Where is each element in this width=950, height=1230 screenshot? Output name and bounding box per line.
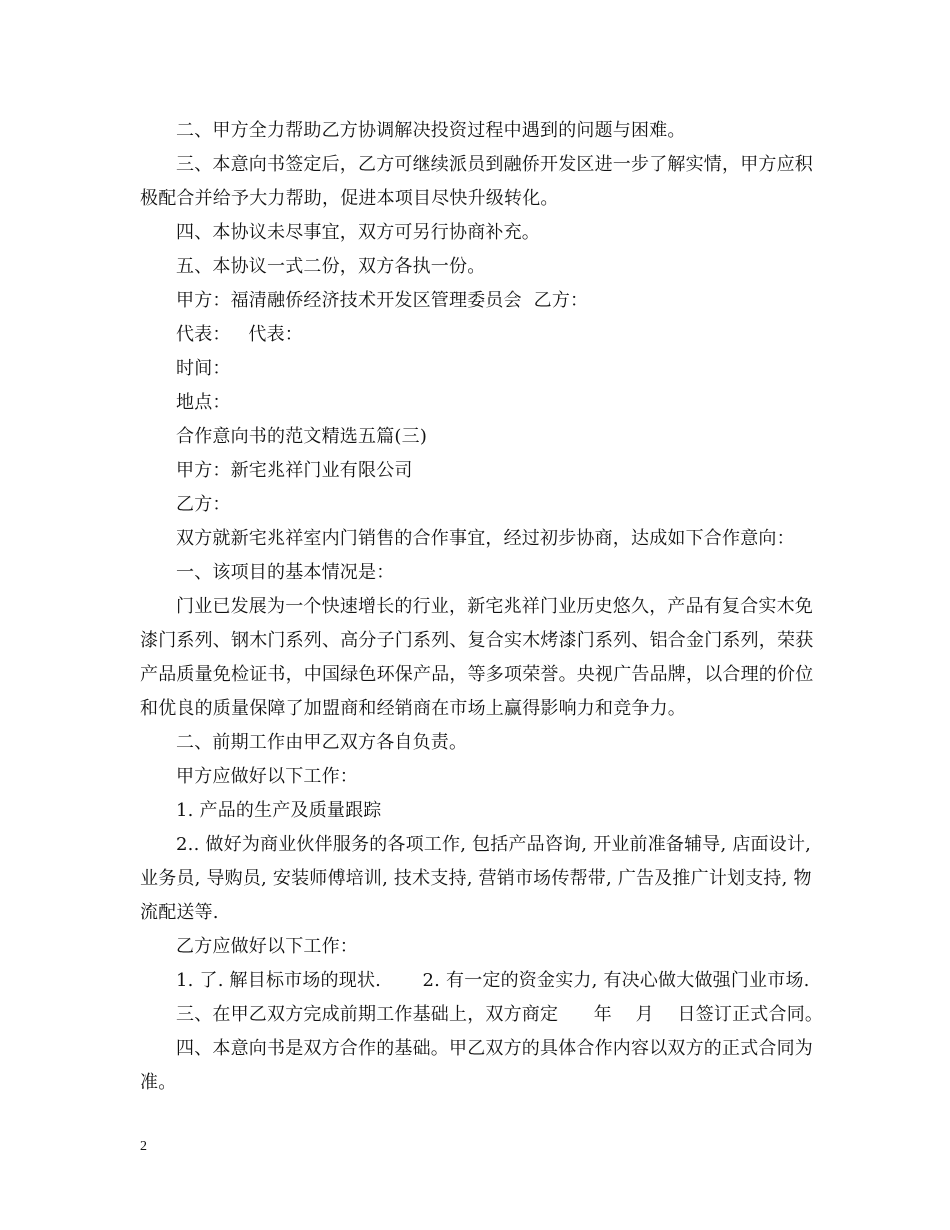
- section-heading: 合作意向书的范文精选五篇(三): [176, 426, 428, 447]
- location-line: 地点：: [176, 392, 231, 413]
- page-number: 2: [140, 1139, 147, 1154]
- paragraph-clause-2: 二、甲方全力帮助乙方协调解决投资过程中遇到的问题与困难。: [176, 120, 686, 141]
- project-description: 门业已发展为一个快速增长的行业，新宅兆祥门业历史悠久，产品有复合实木免漆门系列、钢木门系列、高分子门系列、复合实木烤漆门系列、铝合金门系列，荣获产品质量免检证书，中国绿色环保产品，等多项荣誉。央视广告品牌，以合理的价位和优良的质量保障了加盟商和经销商在市场上赢得影响力和竞争力。: [140, 596, 814, 719]
- paragraph-clause-4: 四、本协议未尽事宜，双方可另行协商补充。: [176, 222, 540, 243]
- paragraph-clause-5: 五、本协议一式二份，双方各执一份。: [176, 256, 486, 277]
- formal-contract-clause: 三、在甲乙双方完成前期工作基础上，双方商定 年 月 日签订正式合同。: [176, 1004, 824, 1025]
- party-b-duties: 1. 了. 解目标市场的现状. 2. 有一定的资金实力, 有决心做大做强门业市场.: [176, 970, 810, 991]
- project-basic-heading: 一、该项目的基本情况是：: [176, 562, 395, 583]
- party-b-duties-heading: 乙方应做好以下工作：: [176, 936, 358, 957]
- party-a-company: 甲方：新宅兆祥门业有限公司: [176, 460, 413, 481]
- party-b-line: 乙方：: [176, 494, 231, 515]
- preliminary-work-heading: 二、前期工作由甲乙双方各自负责。: [176, 732, 468, 753]
- document-body: [140, 114, 824, 1100]
- party-a-duty-2: 2.. 做好为商业伙伴服务的各项工作, 包括产品咨询, 开业前准备辅导, 店面设计, 业务员, 导购员, 安装师傅培训, 技术支持, 营销市场传帮带, 广告及推广计划支持, 物流配送等.: [140, 834, 817, 923]
- party-a-duty-1: 1. 产品的生产及质量跟踪: [176, 800, 382, 821]
- intro-paragraph: 双方就新宅兆祥室内门销售的合作事宜，经过初步协商，达成如下合作意向：: [176, 528, 795, 549]
- party-a-duties-heading: 甲方应做好以下工作：: [176, 766, 358, 787]
- time-line: 时间：: [176, 358, 231, 379]
- party-a-line: 甲方：福清融侨经济技术开发区管理委员会 乙方：: [176, 290, 589, 311]
- basis-clause: 四、本意向书是双方合作的基础。甲乙双方的具体合作内容以双方的正式合同为准。: [140, 1038, 813, 1093]
- representative-line: 代表： 代表：: [176, 324, 303, 345]
- paragraph-clause-3: 三、本意向书签定后，乙方可继续派员到融侨开发区进一步了解实情，甲方应积极配合并给予大力帮助，促进本项目尽快升级转化。: [140, 154, 813, 209]
